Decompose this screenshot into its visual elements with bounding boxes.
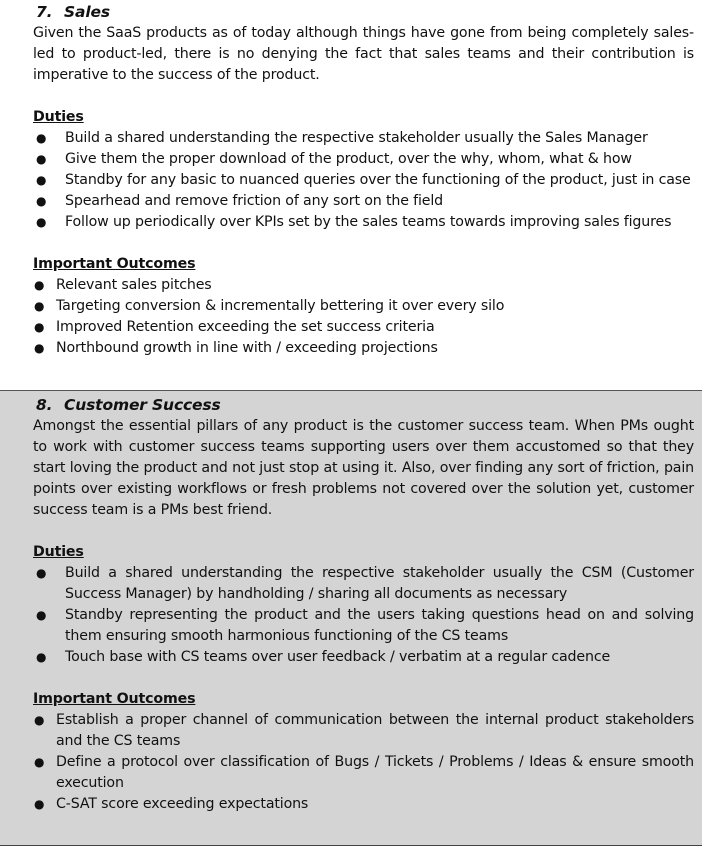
section-number: 7. — [36, 3, 53, 21]
duties-list — [33, 563, 694, 668]
list-item-text: Northbound growth in line with / exceeding projections — [56, 340, 438, 356]
bullet-icon: ● — [36, 152, 47, 166]
section-intro: Given the SaaS products as of today although things have gone from being completely sales-led to product-led, there is no denying the fact that sales teams and their contribution is imperative to the success of the product. — [33, 25, 694, 83]
duties-label: Duties — [33, 544, 84, 560]
list-item-text: Improved Retention exceeding the set success criteria — [56, 319, 435, 335]
list-item — [33, 212, 694, 233]
list-item — [33, 752, 694, 794]
list-item-text: Targeting conversion & incrementally bettering it over every silo — [56, 298, 505, 314]
list-item-text: C-SAT score exceeding expectations — [56, 796, 309, 812]
list-item — [33, 296, 694, 317]
list-item — [33, 710, 694, 752]
bullet-icon: ● — [36, 194, 47, 208]
bullet-icon: ● — [34, 713, 45, 727]
bullet-icon: ● — [34, 320, 45, 334]
section-heading — [33, 2, 694, 23]
list-item — [33, 563, 694, 605]
duties-label: Duties — [33, 109, 84, 125]
list-item — [33, 605, 694, 647]
list-item — [33, 149, 694, 170]
list-item-text: Spearhead and remove friction of any sort on the field — [65, 193, 444, 209]
duties-list — [33, 128, 694, 233]
list-item — [33, 647, 694, 668]
list-item — [33, 794, 694, 815]
list-item-text: Touch base with CS teams over user feedback / verbatim at a regular cadence — [65, 649, 611, 665]
section-number: 8. — [36, 396, 53, 414]
list-item-text: Build a shared understanding the respective stakeholder usually the CSM (Customer Success Manager) by handholding / sharing all documents as necessary — [65, 565, 694, 602]
bullet-icon: ● — [34, 341, 45, 355]
list-item — [33, 191, 694, 212]
bullet-icon: ● — [34, 797, 45, 811]
bullet-icon: ● — [34, 755, 45, 769]
bullet-icon: ● — [34, 299, 45, 313]
list-item — [33, 317, 694, 338]
list-item-text: Standby representing the product and the users taking questions head on and solving them ensuring smooth harmonious functioning of the CS teams — [65, 607, 694, 644]
section-sales — [0, 0, 702, 390]
outcomes-list — [33, 710, 694, 815]
section-intro: Amongst the essential pillars of any product is the customer success team. When PMs ought to work with customer success teams supporting users over them accustomed so that they start loving the product and not just stop at using it. Also, over finding any sort of friction, pain points over existing workflows or fresh problems not covered over the solution yet, customer success team is a PMs best friend. — [33, 418, 694, 518]
list-item — [33, 170, 694, 191]
list-item-text: Standby for any basic to nuanced queries over the functioning of the product, just in case — [65, 172, 691, 188]
section-title: Customer Success — [64, 396, 221, 414]
section-customer-success — [0, 390, 702, 846]
outcomes-label: Important Outcomes — [33, 691, 196, 707]
list-item-text: Establish a proper channel of communication between the internal product stakeholders and the CS teams — [56, 712, 694, 749]
outcomes-label: Important Outcomes — [33, 256, 196, 272]
bullet-icon: ● — [36, 173, 47, 187]
list-item-text: Build a shared understanding the respective stakeholder usually the Sales Manager — [65, 130, 648, 146]
bullet-icon: ● — [36, 566, 47, 580]
list-item-text: Define a protocol over classification of Bugs / Tickets / Problems / Ideas & ensure smooth execution — [56, 754, 694, 791]
list-item — [33, 275, 694, 296]
bullet-icon: ● — [36, 650, 47, 664]
bullet-icon: ● — [34, 278, 45, 292]
list-item-text: Give them the proper download of the product, over the why, whom, what & how — [65, 151, 632, 167]
bullet-icon: ● — [36, 131, 47, 145]
list-item — [33, 128, 694, 149]
list-item — [33, 338, 694, 359]
bullet-icon: ● — [36, 608, 47, 622]
bullet-icon: ● — [36, 215, 47, 229]
list-item-text: Follow up periodically over KPIs set by the sales teams towards improving sales figures — [65, 214, 672, 230]
outcomes-list — [33, 275, 694, 359]
section-title: Sales — [64, 3, 110, 21]
list-item-text: Relevant sales pitches — [56, 277, 212, 293]
section-heading — [33, 395, 694, 416]
